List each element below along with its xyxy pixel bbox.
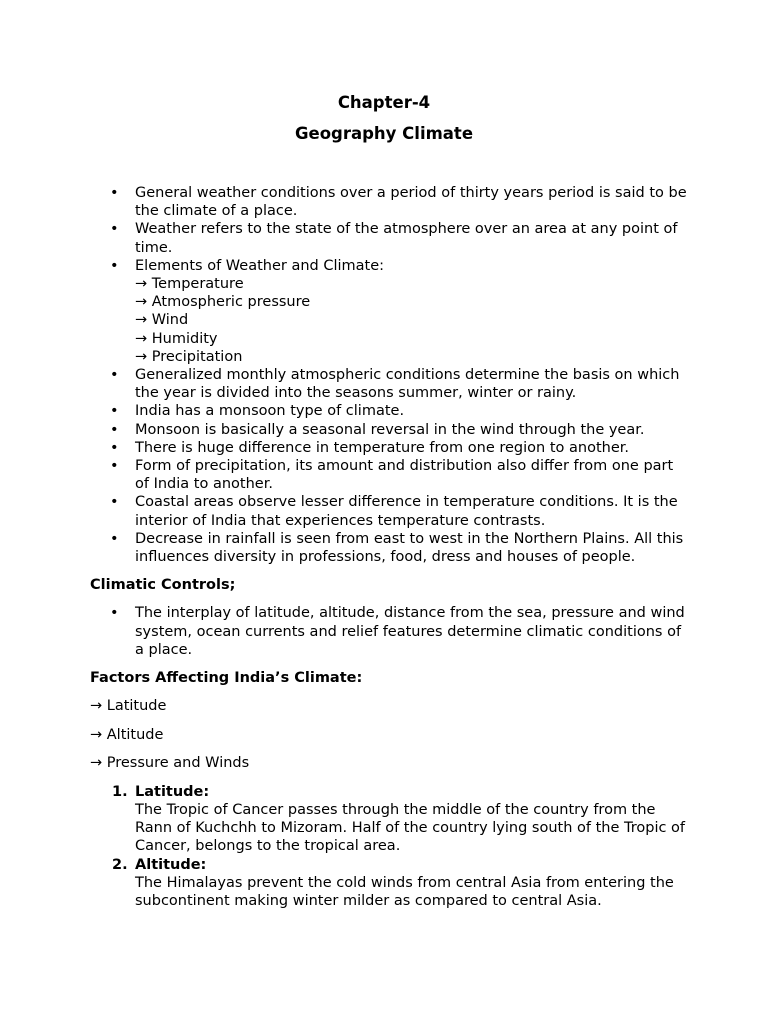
element-item: → Humidity <box>135 330 218 347</box>
list-item: • Monsoon is basically a seasonal reversal in the wind through the year. <box>90 421 690 439</box>
numbered-item <box>90 783 690 856</box>
list-item <box>90 257 690 366</box>
document-body <box>90 184 690 910</box>
chapter-heading: Chapter-4 <box>337 93 431 112</box>
climatic-controls-list <box>90 604 690 659</box>
climatic-controls-heading: Climatic Controls; <box>90 577 236 594</box>
page-title: Geography Climate <box>294 124 474 143</box>
item-number: 2. <box>112 856 128 873</box>
list-item: • Generalized monthly atmospheric conditions determine the basis on which the year is divided into the seasons summer, winter or rainy. <box>90 366 690 402</box>
factor-item: → Pressure and Winds <box>90 755 250 772</box>
item-text: The Tropic of Cancer passes through the middle of the country from the Rann of Kuchchh to Mizoram. Half of the country lying south of the Tropic of Cancer, belongs to the tropical area. <box>135 801 686 855</box>
list-item: • Form of precipitation, its amount and distribution also differ from one part of India to another. <box>90 457 690 493</box>
intro-bullet-list <box>90 184 690 566</box>
list-item: • General weather conditions over a period of thirty years period is said to be the climate of a place. <box>90 184 690 220</box>
element-item: → Precipitation <box>135 348 243 365</box>
factor-item: → Altitude <box>90 726 164 743</box>
list-item: • Coastal areas observe lesser difference in temperature conditions. It is the interior of India that experiences temperature contrasts. <box>90 493 690 529</box>
list-item: • There is huge difference in temperature from one region to another. <box>90 439 690 457</box>
item-title: Latitude: <box>135 783 210 800</box>
list-item: • Decrease in rainfall is seen from east to west in the Northern Plains. All this influences diversity in professions, food, dress and houses of people. <box>90 530 690 566</box>
list-item-text: • Elements of Weather and Climate: <box>135 257 385 274</box>
list-item: • India has a monsoon type of climate. <box>90 402 690 420</box>
factor-item: → Latitude <box>90 698 167 715</box>
item-number: 1. <box>112 783 128 800</box>
list-item: • The interplay of latitude, altitude, distance from the sea, pressure and wind system, ocean currents and relief features determine climatic conditions of a place. <box>90 604 690 659</box>
item-text: The Himalayas prevent the cold winds from central Asia from entering the subcontinent making winter milder as compared to central Asia. <box>135 874 674 909</box>
numbered-item <box>90 856 690 911</box>
element-item: → Temperature <box>135 276 244 293</box>
item-title: Altitude: <box>135 856 207 873</box>
element-item: → Wind <box>135 312 189 329</box>
factors-heading: Factors Affecting India’s Climate: <box>90 670 363 687</box>
factors-numbered-list <box>90 783 690 910</box>
element-item: → Atmospheric pressure <box>135 294 311 311</box>
list-item: • Weather refers to the state of the atmosphere over an area at any point of time. <box>90 220 690 256</box>
